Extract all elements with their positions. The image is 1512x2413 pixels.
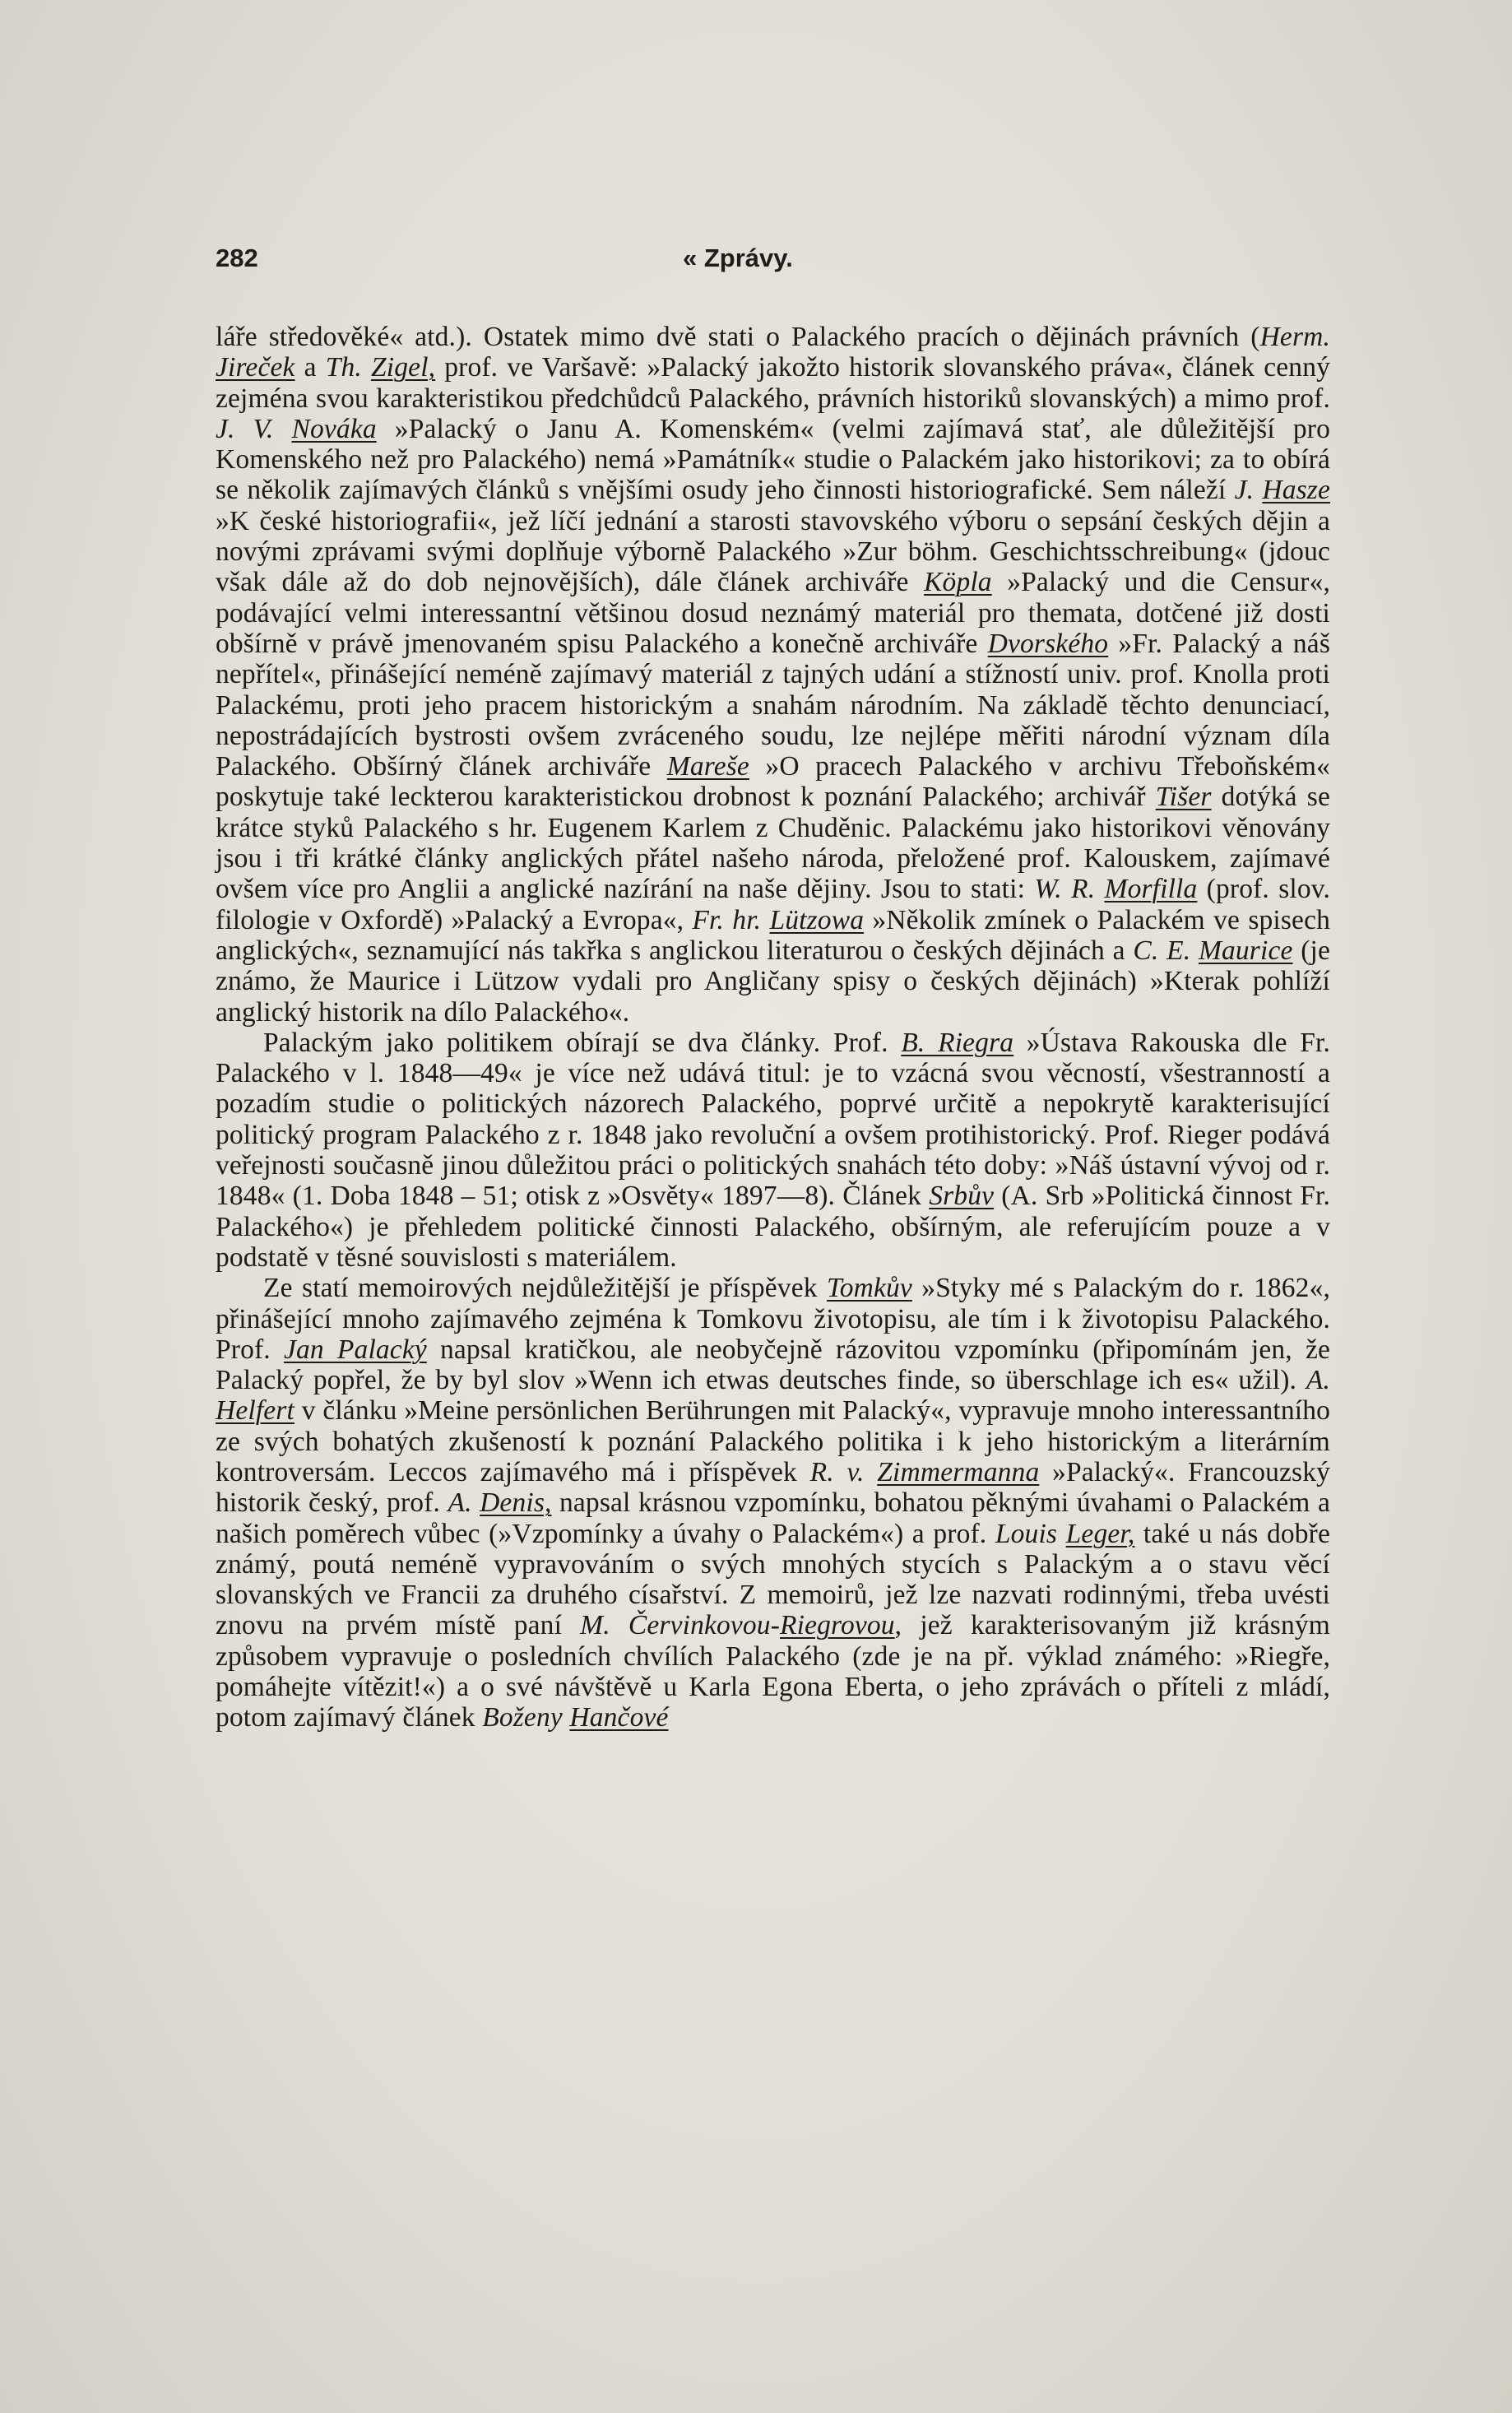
page-number: 282 bbox=[216, 244, 258, 272]
text-run: (prof. slov. filologie v Oxfordě) »Palacký a Evropa«, bbox=[216, 874, 1330, 935]
italic-text: A. bbox=[448, 1487, 480, 1519]
underlined-name: Zimmermanna bbox=[877, 1456, 1040, 1487]
text-run: napsal krásnou vzpomínku, bohatou pěknými úvahami o Palackém a našich poměrech vůbec (»Vzpomínky a úvahy o Palackém«) a prof. bbox=[216, 1487, 1330, 1549]
text-run: v článku »Meine persönlichen Berührungen mit Palacký«, vypravuje mnoho interessantního ze svých bohatých zkušeností k poznání Palackého politika i k jeho historickým a literárním kontroversám. Leccos zajímavého má i příspěvek bbox=[216, 1395, 1330, 1487]
italic-text: C. E. bbox=[1133, 935, 1199, 966]
text-run: (je známo, že Maurice i Lützow vydali pro Angličany spisy o českých dějinách) »Kterak pohlíží anglický historik na dílo Palackého«. bbox=[216, 935, 1330, 1028]
text-run: napsal kratičkou, ale neobyčejně rázovitou vzpomínku (připomínám jen, že Palacký popřel, že by byl slov »Wenn ich etwas deutsches finde, so überschlage ich es« užil). bbox=[216, 1334, 1330, 1396]
paragraph-2 bbox=[216, 1028, 1330, 1273]
underlined-name: Morfilla bbox=[1104, 874, 1198, 905]
underlined-name: B. Riegra bbox=[901, 1027, 1014, 1058]
text-run: »Fr. Palacký a náš nepřítel«, přinášející neméně zajímavý materiál z tajných udání a stížností univ. prof. Knolla proti Palackému, proti jeho pracem historickým a snahám národním. Na základě těchto denunciací, nepostrádajících bystrosti ovšem zvráceného soudu, lze nejlépe měřiti národní význam díla Palackého. Obšírný článek archiváře bbox=[216, 628, 1331, 782]
text-run: dotýká se krátce styků Palackého s hr. Eugenem Karlem z Chuděnic. Palackému jako historikovi věnovány jsou i tři krátké články anglických přátel našeho národa, přeložené prof. Kalouskem, zajímavé ovšem více pro Anglii a anglické nazírání na naše dějiny. Jsou to stati: bbox=[216, 782, 1330, 905]
underlined-name: Lützowa bbox=[769, 904, 865, 935]
text-run: »Palacký und die Censur«, podávající velmi interessantní většinou dosud neznámý materiál pro themata, dotčené již dosti obšírně v právě jmenovaném spisu Palackého a konečně archiváře bbox=[216, 567, 1331, 659]
text-run: »Palacký«. Francouzský historik český, prof. bbox=[216, 1456, 1330, 1519]
text-run: »Palacký o Janu A. Komenském« (velmi zajímavá stať, ale důležitější pro Komenského než pro Palackého) nemá »Památník« studie o Palackém jako historikovi; za to obírá se několik zajímavých článků s vnějšími osudy jeho činnosti historiografické. Sem náleží bbox=[216, 413, 1330, 506]
text-run: Ze statí memoirových nejdůležitější je příspěvek bbox=[263, 1273, 828, 1304]
underlined-name: Helfert bbox=[216, 1395, 295, 1427]
underlined-name: Maurice bbox=[1198, 935, 1293, 966]
underlined-name: Jireček bbox=[216, 352, 295, 383]
running-head: « Zprávy. bbox=[683, 244, 793, 272]
underlined-name: Riegrovou bbox=[780, 1610, 895, 1641]
text-run: a bbox=[295, 352, 326, 383]
italic-text: J. bbox=[1234, 475, 1263, 506]
italic-text: Louis bbox=[995, 1518, 1066, 1549]
italic-text: A. bbox=[1306, 1365, 1330, 1396]
body-text bbox=[216, 322, 1330, 1733]
text-run: prof. ve Varšavě: »Palacký jakožto historik slovanského práva«, článek cenný zejména svou karakteristikou předchůdců Palackého, právních historiků slovanských) a mimo prof. bbox=[216, 352, 1331, 414]
text-run: také u nás dobře známý, poutá neméně vypravováním o svých mnohých stycích s Palackým a o stavu věcí slovanských ve Francii za druhého císařství. Z memoirů, jež lze nazvati rodinnými, třeba uvésti znovu na prvém místě paní bbox=[216, 1518, 1330, 1641]
text-run: »O pracech Palackého v archivu Třeboňském« poskytuje také leckterou karakteristickou drobnost k poznání Palackého; archivář bbox=[216, 751, 1331, 813]
underlined-name: Denis, bbox=[480, 1487, 552, 1519]
page-header bbox=[216, 244, 1330, 285]
underlined-name: Tišer bbox=[1155, 782, 1212, 813]
underlined-name: Hasze bbox=[1262, 475, 1330, 506]
underlined-name: Köpla bbox=[924, 567, 992, 598]
text-run: »K české historiografii«, jež líčí jednání a starosti stavovského výboru o sepsání českých dějin a novými zprávami svými doplňuje výborně Palackého »Zur böhm. Geschichtsschreibung« (jdouc však dále až do dob nejnovějších), dále článek archiváře bbox=[216, 505, 1330, 598]
italic-text: W. R. bbox=[1034, 874, 1105, 905]
underlined-name: Srbův bbox=[929, 1181, 995, 1212]
underlined-name: Hančové bbox=[569, 1702, 669, 1733]
italic-text: Boženy bbox=[482, 1702, 570, 1733]
text-run: »Několik zmínek o Palackém ve spisech anglických«, seznamující nás takřka s anglickou literaturou o českých dějinách a bbox=[216, 904, 1330, 966]
underlined-name: Leger, bbox=[1065, 1518, 1135, 1549]
underlined-name: Zigel, bbox=[371, 352, 436, 383]
underlined-name: Tomkův bbox=[827, 1273, 912, 1304]
italic-text: Fr. hr. bbox=[692, 904, 770, 935]
text-run: , jež karakterisovaným již krásným způsobem vypravuje o posledních chvílích Palackého (zde je na př. výklad známého: »Riegře, pomáhejte vítězit!«) a o své návštěvě u Karla Egona Eberta, o jeho zprávách o příteli z mládí, potom zajímavý článek bbox=[216, 1610, 1330, 1733]
italic-text: M. Červinkovou- bbox=[580, 1610, 781, 1641]
text-run: Palackým jako politikem obírají se dva články. Prof. bbox=[263, 1027, 902, 1058]
italic-text: J. V. bbox=[216, 413, 292, 444]
underlined-name: Dvorského bbox=[987, 628, 1109, 659]
text-run: (A. Srb »Politická činnost Fr. Palackého«) je přehledem politické činnosti Palackého, obšírným, ale referujícím pouze a v podstatě v těsné souvislosti s materiálem. bbox=[216, 1181, 1330, 1273]
text-run: »Ústava Rakouska dle Fr. Palackého v l. 1848—49« je více než udává titul: je to vzácná svou věcností, všestranností a pozadím studie o politických názorech Palackého, poprvé určitě a nepokrytě karakterisující politický program Palackého z r. 1848 jako revoluční a ovšem protihistorický. Prof. Rieger podává veřejnosti současně jinou důležitou práci o politických snahách této doby: »Náš ústavní vývoj od r. 1848« (1. Doba 1848 – 51; otisk z »Osvěty« 1897—8). Článek bbox=[216, 1027, 1330, 1212]
text-run: láře středověké« atd.). Ostatek mimo dvě stati o Palackého pracích o dějinách právních ( bbox=[216, 322, 1260, 352]
italic-text: Th. bbox=[325, 352, 372, 383]
underlined-name: Jan Palacký bbox=[283, 1334, 427, 1365]
text-run: »Styky mé s Palackým do r. 1862«, přinášející mnoho zajímavého zejména k Tomkovu životopisu, ale tím i k životopisu Palackého. Prof. bbox=[216, 1273, 1330, 1365]
underlined-name: Nováka bbox=[291, 413, 377, 444]
paragraph-3 bbox=[216, 1273, 1330, 1733]
italic-text: R. v. bbox=[809, 1456, 878, 1487]
italic-text: Herm. bbox=[1259, 322, 1330, 352]
underlined-name: Mareše bbox=[666, 751, 749, 782]
paragraph-1 bbox=[216, 322, 1330, 1028]
